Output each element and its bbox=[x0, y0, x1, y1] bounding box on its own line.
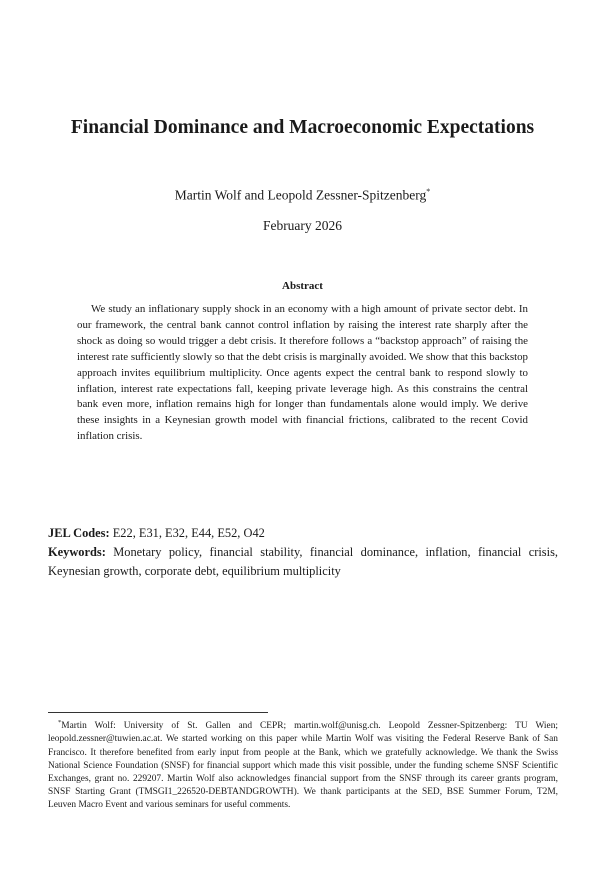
footnote-divider bbox=[48, 712, 268, 713]
author-line bbox=[60, 187, 545, 204]
keywords-value: Monetary policy, financial stability, financial dominance, inflation, financial crisis, Keynesian growth, corporate debt, equilibrium multiplicity bbox=[48, 545, 558, 578]
jel-codes bbox=[48, 524, 558, 543]
paper-date: February 2026 bbox=[262, 218, 343, 233]
keywords-label: Keywords: bbox=[48, 545, 106, 559]
authors: Martin Wolf and Leopold Zessner-Spitzenberg bbox=[174, 187, 427, 203]
footnote-text: Martin Wolf: University of St. Gallen and CEPR; martin.wolf@unisg.ch. Leopold Zessner-Spitzenberg: TU Wien; leopold.zessner@tuwien.ac.at. We started working on this paper while Martin Wolf was visiting the Federal Reserve Bank of San Francisco. It therefore benefited from early input from people at the Bank, which we gratefully acknowledge. We thank the Swiss National Science Foundation (SNSF) for financial support which made this visit possible, under the funding scheme SNSF Scientific Exchanges, grant no. 229207. Martin Wolf also acknowledges financial support from the SNSF through its career grants program, SNSF Starting Grant (TMSGI1_226520-DEBTANDGROWTH). We thank participants at the SED, BSE Summer Forum, T2M, Leuven Macro Event and various seminars for useful comments. bbox=[48, 721, 558, 811]
jel-label: JEL Codes: bbox=[48, 526, 110, 540]
paper-title: Financial Dominance and Macroeconomic Expectations bbox=[70, 117, 535, 138]
jel-codes-value: E22, E31, E32, E44, E52, O42 bbox=[112, 526, 265, 540]
keywords bbox=[48, 543, 558, 581]
abstract-text: We study an inflationary supply shock in an economy with a high amount of private sector debt. In our framework, the central bank cannot control inflation by raising the interest rate sharply after the shock as doing so would trigger a debt crisis. It therefore follows a “backstop approach” of raising the interest rate sufficiently slowly so that the debt crisis is marginally avoided. We show that this backstop approach invites equilibrium multiplicity. Once agents expect the central bank to respond slowly to inflation, interest rate expectations fall, keeping private leverage high. As this constrains the central bank even more, inflation remains high for longer than fundamentals alone would imply. We derive these insights in a Keynesian growth model with financial frictions, calibrated to the recent Covid inflation crisis. bbox=[77, 303, 528, 443]
author-footnote-mark: * bbox=[426, 187, 431, 196]
footnote-mark: * bbox=[58, 719, 62, 726]
footnote bbox=[48, 716, 558, 813]
abstract-heading: Abstract bbox=[282, 280, 323, 292]
